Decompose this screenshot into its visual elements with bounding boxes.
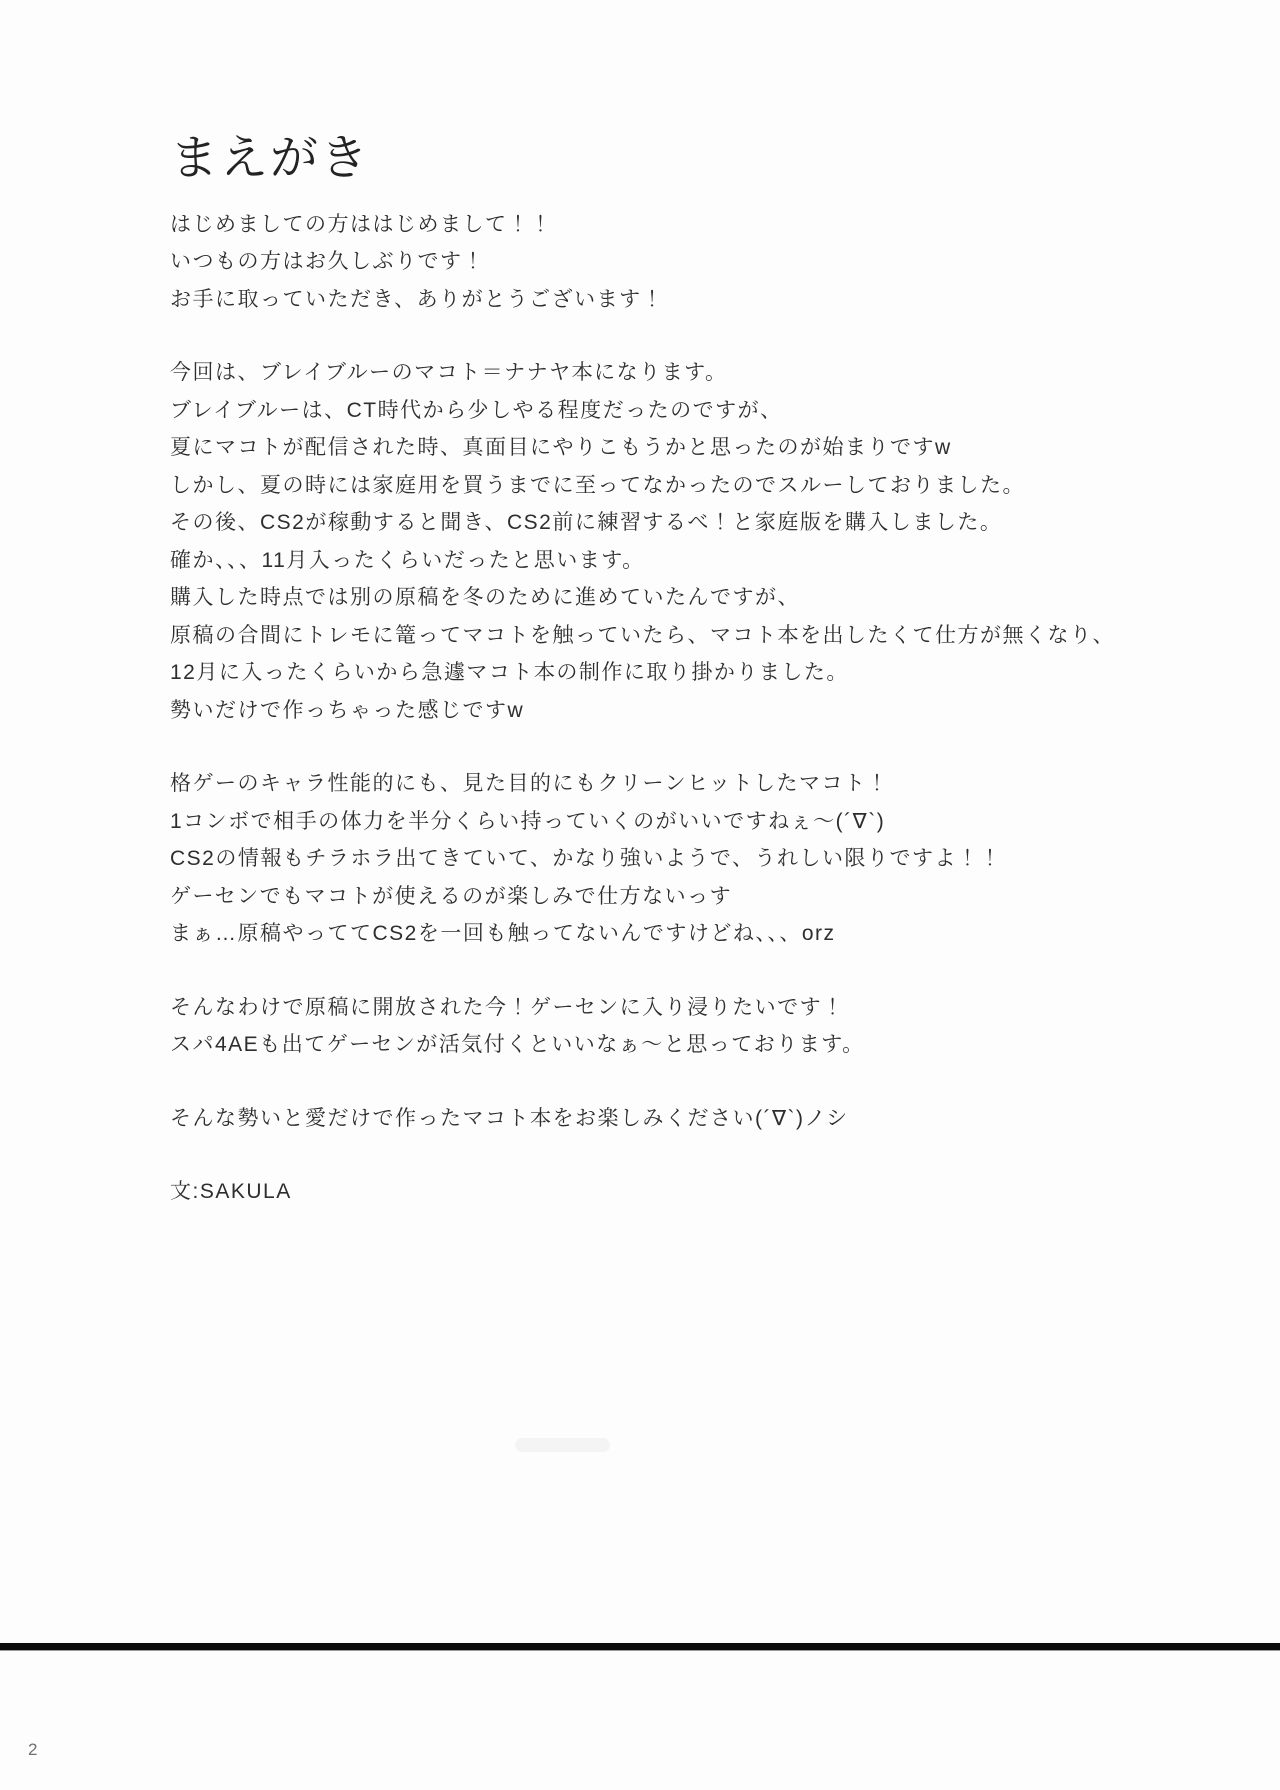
- text-line: まぁ…原稿やっててCS2を一回も触ってないんですけどね、、、orz: [170, 922, 836, 946]
- text-line: はじめましての方ははじめまして！！: [170, 212, 553, 236]
- page-number: 2: [28, 1740, 38, 1759]
- text-line: 格ゲーのキャラ性能的にも、見た目的にもクリーンヒットしたマコト！: [170, 772, 889, 796]
- footer-divider: [0, 1643, 1280, 1651]
- text-line: CS2の情報もチラホラ出てきていて、かなり強いようで、うれしい限りですよ！！: [170, 847, 1003, 871]
- text-line: 1コンボで相手の体力を半分くらい持っていくのがいいですねぇ～(´∇`): [170, 809, 886, 833]
- text-line: 12月に入ったくらいから急遽マコト本の制作に取り掛かりました。: [170, 661, 849, 685]
- text-line: 勢いだけで作っちゃった感じですw: [170, 698, 525, 722]
- text-line: そんな勢いと愛だけで作ったマコト本をお楽しみください(´∇`)ノシ: [170, 1106, 849, 1130]
- author-credit: 文:SAKULA: [170, 1180, 292, 1204]
- text-line: そんなわけで原稿に開放された今！ゲーセンに入り浸りたいです！: [170, 995, 845, 1019]
- paragraph-background: [170, 354, 1150, 729]
- text-line: 確か、、、11月入ったくらいだったと思います。: [170, 548, 645, 572]
- text-line: 原稿の合間にトレモに篭ってマコトを触っていたら、マコト本を出したくて仕方が無くなり、: [170, 623, 1115, 647]
- text-line: しかし、夏の時には家庭用を買うまでに至ってなかったのでスルーしておりました。: [170, 473, 1025, 497]
- text-line: いつもの方はお久しぶりです！: [170, 250, 485, 274]
- paragraph-greeting: [170, 206, 1150, 319]
- text-line: ブレイブルーは、CT時代から少しやる程度だったのですが、: [170, 398, 783, 422]
- text-line: お手に取っていただき、ありがとうございます！: [170, 287, 665, 311]
- text-line: ゲーセンでもマコトが使えるのが楽しみで仕方ないっす: [170, 884, 733, 908]
- paragraph-arcade: [170, 989, 1150, 1064]
- text-line: スパ4AEも出てゲーセンが活気付くといいなぁ～と思っております。: [170, 1033, 865, 1057]
- text-line: 夏にマコトが配信された時、真面目にやりこもうかと思ったのが始まりですw: [170, 436, 952, 460]
- text-line: その後、CS2が稼動すると聞き、CS2前に練習するべ！と家庭版を購入しました。: [170, 511, 1003, 535]
- paragraph-character: [170, 765, 1150, 953]
- page-title: まえがき: [170, 132, 371, 185]
- text-line: 今回は、ブレイブルーのマコト＝ナナヤ本になります。: [170, 361, 728, 385]
- text-line: 購入した時点では別の原稿を冬のために進めていたんですが、: [170, 586, 800, 610]
- paragraph-closing: [170, 1100, 1150, 1138]
- scan-artifact: [515, 1438, 610, 1452]
- preface-text-block: [170, 130, 1150, 1211]
